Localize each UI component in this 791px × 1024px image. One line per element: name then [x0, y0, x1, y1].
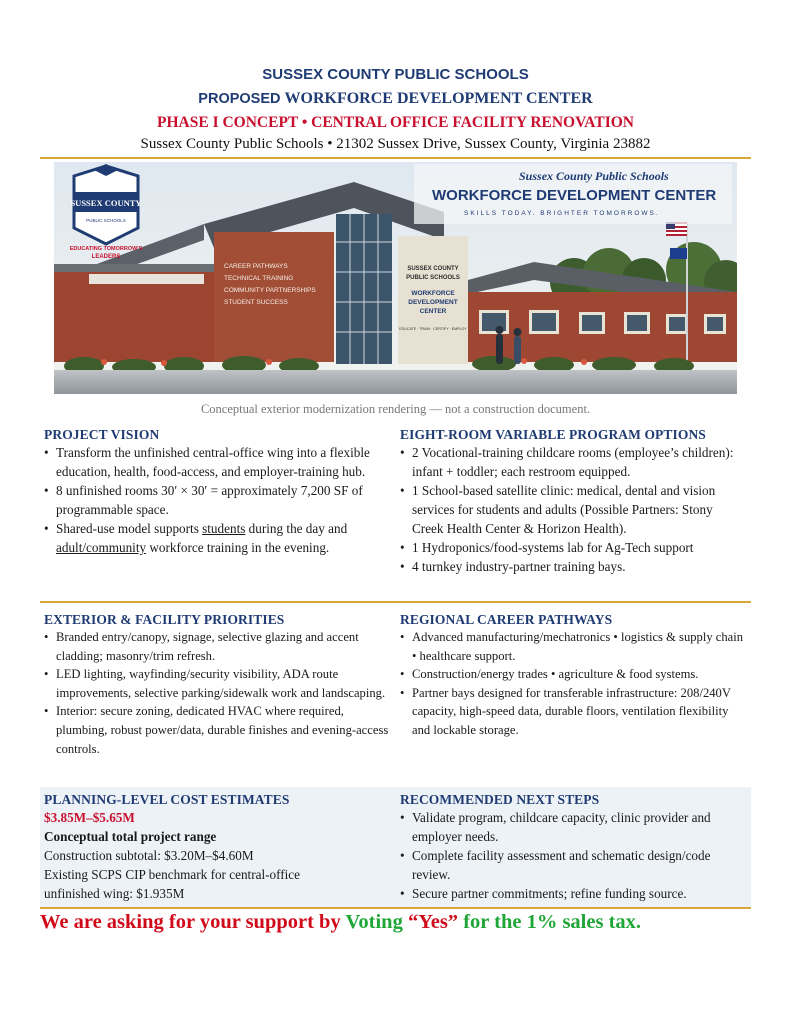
- logo-motto-2: LEADERS: [91, 254, 121, 260]
- cta-sales-tax: for the 1% sales tax.: [458, 911, 642, 933]
- cost-estimates-heading: PLANNING-LEVEL COST ESTIMATES: [44, 792, 290, 807]
- project-vision-section: [44, 426, 384, 557]
- underlined-adult-community: adult/community: [56, 540, 147, 555]
- exterior-heading: EXTERIOR & FACILITY PRIORITIES: [44, 612, 285, 627]
- logo-text: SUSSEX COUNTY: [70, 198, 142, 208]
- cost-range: $3.85M–$5.65M: [44, 810, 135, 825]
- pathways-heading: REGIONAL CAREER PATHWAYS: [400, 612, 613, 627]
- building-rendering: [54, 162, 737, 394]
- section-divider: [40, 601, 751, 603]
- tower-line-1: SUSSEX COUNTY: [407, 266, 459, 272]
- next-steps-section: [400, 791, 745, 903]
- next-steps-heading: RECOMMENDED NEXT STEPS: [400, 792, 600, 807]
- header-title: SUSSEX COUNTY PUBLIC SCHOOLS: [262, 66, 529, 83]
- cta-voting: Voting: [345, 911, 408, 933]
- wall-line-4: STUDENT SUCCESS: [224, 299, 288, 306]
- hero-sign-script: Sussex County Public Schools: [519, 169, 669, 183]
- cost-estimates-section: [44, 791, 389, 903]
- header-subtitle: [0, 90, 791, 108]
- list-item: • Interior: secure zoning, dedicated HVAC where required, plumbing, robust power/data, durable finishes and evening-access controls.: [44, 702, 389, 758]
- list-item: • 4 turnkey industry-partner training bays.: [400, 557, 745, 576]
- construction-subtotal: Construction subtotal: $3.20M–$4.60M: [44, 848, 254, 863]
- footer-divider: [40, 907, 751, 909]
- exterior-section: [44, 611, 389, 758]
- cta-part-1: We are asking for your support by: [40, 911, 346, 933]
- list-item: • Partner bays designed for transferable infrastructure: 208/240V capacity, high-speed data, durable floors, ventilation flexibility and lockable storage.: [400, 684, 745, 740]
- list-item-text: during the day and: [245, 521, 348, 536]
- pathways-section: [400, 611, 745, 740]
- rendering-caption: Conceptual exterior modernization rendering — not a construction document.: [200, 402, 591, 416]
- list-item: [44, 481, 384, 519]
- call-to-action: [40, 911, 751, 934]
- exterior-list: [44, 628, 389, 758]
- logo-motto-1: EDUCATING TOMORROW'S: [69, 246, 143, 252]
- list-item: • 1 School-based satellite clinic: medical, dental and vision services for students and adults (Possible Partners: Stony Creek Health Center & Horizon Health).: [400, 481, 745, 538]
- list-item: • Secure partner commitments; refine funding source.: [400, 884, 745, 903]
- cip-benchmark-line-2: unfinished wing: $1.935M: [44, 886, 185, 901]
- tower-line-6: EDUCATE · TRAIN · CERTIFY · EMPLOY: [399, 327, 467, 331]
- header-phase: PHASE I CONCEPT • CENTRAL OFFICE FACILITY RENOVATION: [157, 114, 634, 131]
- header-divider: [40, 157, 751, 159]
- list-item: • Branded entry/canopy, signage, selective glazing and accent cladding; masonry/trim refresh.: [44, 628, 389, 665]
- program-options-heading: EIGHT-ROOM VARIABLE PROGRAM OPTIONS: [400, 427, 706, 442]
- list-item: [44, 519, 384, 557]
- tower-line-3: WORKFORCE: [411, 290, 455, 297]
- program-options-section: [400, 426, 745, 576]
- list-item-text: Shared-use model supports: [56, 521, 203, 536]
- next-steps-list: [400, 808, 745, 903]
- logo-subtext: PUBLIC SCHOOLS: [86, 218, 126, 223]
- project-vision-list: [44, 443, 384, 557]
- list-item: • Validate program, childcare capacity, clinic provider and employer needs.: [400, 808, 745, 846]
- tower-line-4: DEVELOPMENT: [408, 299, 458, 306]
- cost-range-label: Conceptual total project range: [44, 829, 217, 844]
- list-item-text: workforce training in the evening.: [146, 540, 330, 555]
- building-rendering-svg: [54, 162, 737, 394]
- list-item: • 1 Hydroponics/food-systems lab for Ag-Tech support: [400, 538, 745, 557]
- school-logo: [70, 164, 143, 260]
- tower-line-2: PUBLIC SCHOOLS: [406, 275, 460, 281]
- wall-line-3: COMMUNITY PARTNERSHIPS: [224, 287, 316, 294]
- underlined-students: students: [202, 521, 246, 536]
- header-subtitle-prefix: PROPOSED: [198, 91, 285, 107]
- list-item: • Complete facility assessment and schematic design/code review.: [400, 846, 745, 884]
- header-address: Sussex County Public Schools • 21302 Sussex Drive, Sussex County, Virginia 23882: [140, 136, 651, 152]
- cost-estimates-body: [44, 808, 389, 903]
- list-item: • 2 Vocational-training childcare rooms (employee’s children): infant + toddler; each restroom equipped.: [400, 443, 745, 481]
- wall-line-1: CAREER PATHWAYS: [224, 263, 288, 270]
- project-vision-heading: PROJECT VISION: [44, 427, 160, 442]
- cta-yes: “Yes”: [407, 911, 459, 933]
- list-item-text: Transform the unfinished central-office wing into a flexible education, health, food-access, and employer-training hub.: [56, 445, 370, 479]
- wall-line-2: TECHNICAL TRAINING: [224, 275, 294, 282]
- list-item: • Advanced manufacturing/mechatronics • logistics & supply chain • healthcare support.: [400, 628, 745, 665]
- header-subtitle-main: WORKFORCE DEVELOPMENT CENTER: [284, 90, 593, 107]
- program-options-list: [400, 443, 745, 576]
- list-item: • Construction/energy trades • agriculture & food systems.: [400, 665, 745, 684]
- list-item: • LED lighting, wayfinding/security visibility, ADA route improvements, selective parking/sidewalk work and landscaping.: [44, 665, 389, 702]
- hero-sign-title: WORKFORCE DEVELOPMENT CENTER: [432, 187, 717, 204]
- pathways-list: [400, 628, 745, 740]
- hero-sign-tagline: SKILLS TODAY. BRIGHTER TOMORROWS.: [464, 210, 660, 217]
- cip-benchmark-line-1: Existing SCPS CIP benchmark for central-office: [44, 867, 301, 882]
- list-item: [44, 443, 384, 481]
- tower-line-5: CENTER: [419, 308, 447, 315]
- list-item-text: 8 unfinished rooms 30′ × 30′ = approximately 7,200 SF of programmable space.: [56, 483, 363, 517]
